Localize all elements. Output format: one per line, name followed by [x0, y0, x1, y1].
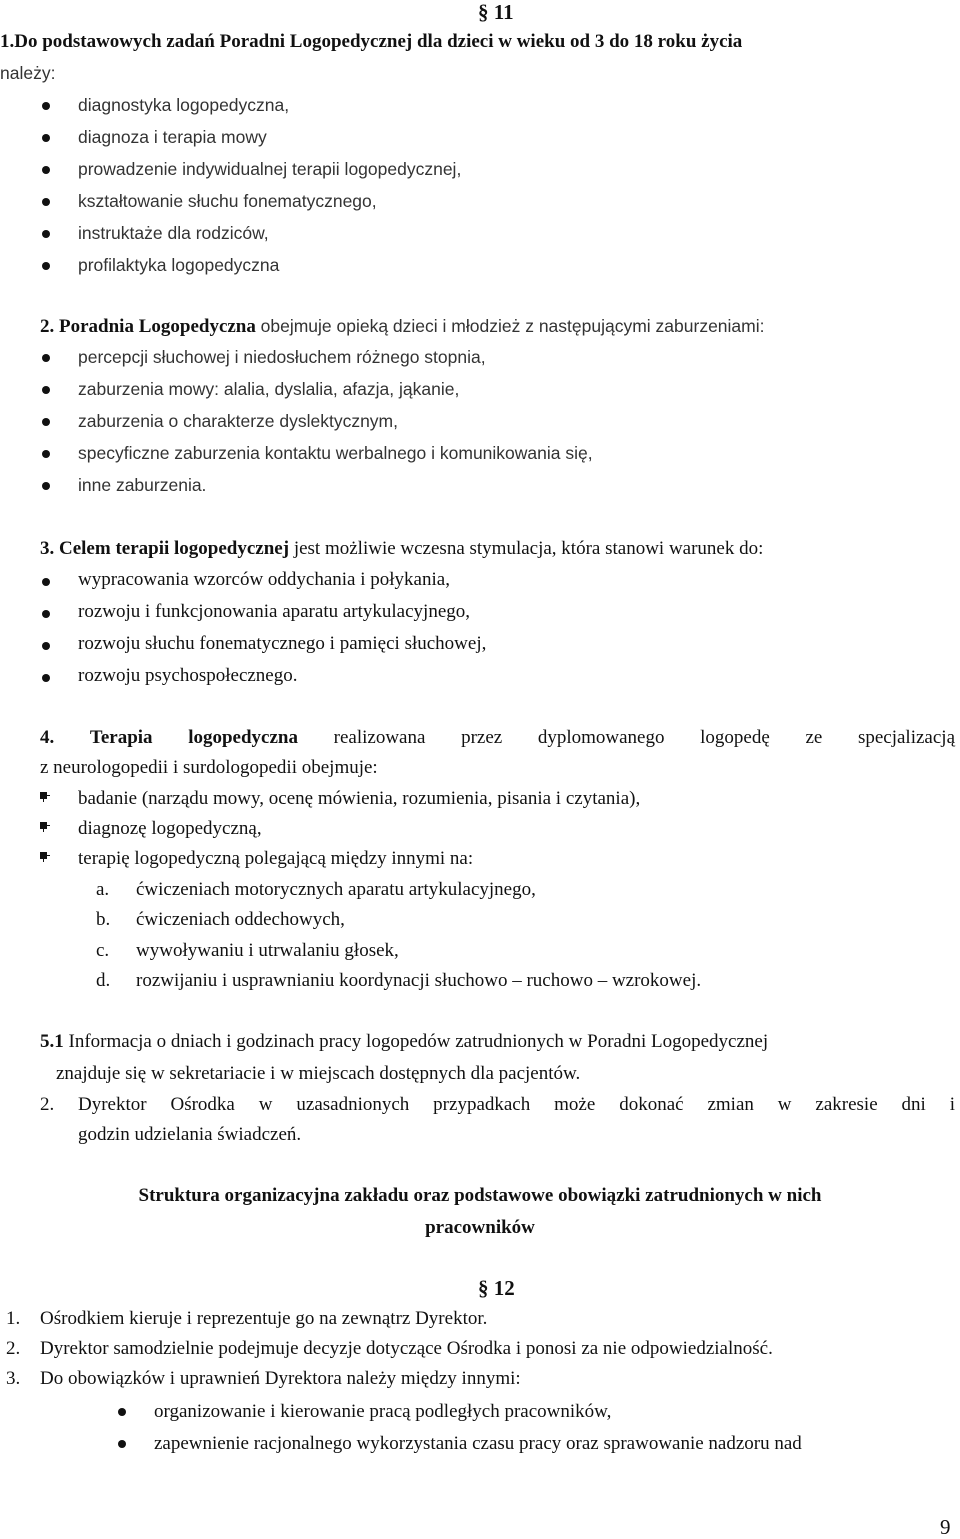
sublist-item: wywoływaniu i utrwalaniu głosek,: [136, 940, 399, 961]
bullet-icon: [42, 642, 50, 650]
section-12-heading: § 12: [478, 1276, 515, 1300]
structure-heading-line2: pracowników: [425, 1217, 535, 1238]
s12-item: Dyrektor samodzielnie podejmuje decyzje dotyczące Ośrodka i ponosi za nie odpowiedzialność.: [40, 1338, 773, 1359]
s12-number: 3.: [6, 1368, 21, 1389]
structure-heading-line1: Struktura organizacyjna zakładu oraz podstawowe obowiązki zatrudnionych w nich: [138, 1185, 822, 1206]
list-item: zaburzenia mowy: alalia, dyslalia, afazja, jąkanie,: [78, 379, 460, 399]
list-item: rozwoju i funkcjonowania aparatu artykulacyjnego,: [78, 601, 470, 622]
list-item: percepcji słuchowej i niedosłuchem różnego stopnia,: [78, 347, 486, 367]
p5-line3: Dyrektor Ośrodka w uzasadnionych przypadkach może dokonać zmian w zakresie dni i: [78, 1094, 955, 1115]
p5-line1: [40, 1030, 768, 1054]
p4-heading: [40, 726, 955, 750]
p5-line2: znajduje się w sekretariacie i w miejscach dostępnych dla pacjentów.: [56, 1063, 581, 1084]
p2-bold: Poradnia Logopedyczna: [59, 316, 256, 337]
sublist-letter: d.: [96, 970, 111, 991]
list-item: badanie (narządu mowy, ocenę mówienia, rozumienia, pisania i czytania),: [78, 788, 641, 809]
list-item: zapewnienie racjonalnego wykorzystania czasu pracy oraz sprawowanie nadzoru nad: [154, 1433, 802, 1454]
sublist-item: ćwiczeniach motorycznych aparatu artykulacyjnego,: [136, 879, 536, 900]
p3-rest: jest możliwie wczesna stymulacja, która stanowi warunek do:: [293, 538, 764, 559]
s12-item: Do obowiązków i uprawnień Dyrektora należy między innymi:: [40, 1368, 521, 1389]
bullet-icon: [118, 1408, 126, 1416]
p5-text: Informacja o dniach i godzinach pracy logopedów zatrudnionych w Poradni Logopedycznej: [68, 1031, 769, 1052]
sublist-letter: b.: [96, 909, 111, 930]
list-item: instruktaże dla rodziców,: [78, 223, 269, 243]
bullet-icon: [42, 166, 50, 174]
p2-heading: [40, 314, 764, 339]
list-item: diagnozę logopedyczną,: [78, 818, 262, 839]
list-item: specyficzne zaburzenia kontaktu werbalnego i komunikowania się,: [78, 443, 593, 463]
list-item: rozwoju psychospołecznego.: [78, 665, 298, 686]
sublist-item: ćwiczeniach oddechowych,: [136, 909, 345, 930]
square-bullet-icon: [40, 852, 47, 859]
p2-rest: obejmuje opieką dzieci i młodzież z następującymi zaburzeniami:: [260, 316, 765, 336]
list-item: kształtowanie słuchu fonematycznego,: [78, 191, 377, 211]
p4-bold: Terapia logopedyczna: [89, 727, 298, 748]
sublist-item: rozwijaniu i usprawnianiu koordynacji słuchowo – ruchowo – wzrokowej.: [136, 970, 702, 991]
p3-number: 3.: [40, 538, 55, 559]
sublist-letter: c.: [96, 940, 110, 961]
p1-heading-cont: należy:: [0, 63, 56, 83]
list-item: rozwoju słuchu fonematycznego i pamięci słuchowej,: [78, 633, 487, 654]
p1-heading: 1.Do podstawowych zadań Poradni Logopedycznej dla dzieci w wieku od 3 do 18 roku życia: [0, 31, 743, 52]
p2-number: 2.: [40, 316, 55, 337]
p4-heading-line2: z neurologopedii i surdologopedii obejmuje:: [40, 757, 378, 778]
bullet-icon: [42, 674, 50, 682]
s12-number: 2.: [6, 1338, 21, 1359]
s12-number: 1.: [6, 1308, 21, 1329]
s12-item: Ośrodkiem kieruje i reprezentuje go na zewnątrz Dyrektor.: [40, 1308, 488, 1329]
bullet-icon: [118, 1440, 126, 1448]
bullet-icon: [42, 482, 50, 490]
list-item: profilaktyka logopedyczna: [78, 255, 280, 275]
p3-heading: [40, 537, 763, 561]
bullet-icon: [42, 610, 50, 618]
bullet-icon: [42, 134, 50, 142]
section-11-heading: § 11: [478, 0, 514, 24]
list-item: wypracowania wzorców oddychania i połykania,: [78, 569, 450, 590]
bullet-icon: [42, 198, 50, 206]
bullet-icon: [42, 102, 50, 110]
bullet-icon: [42, 418, 50, 426]
p4-number: 4.: [40, 727, 55, 748]
bullet-icon: [42, 354, 50, 362]
bullet-icon: [42, 578, 50, 586]
list-item: organizowanie i kierowanie pracą podległych pracowników,: [154, 1401, 612, 1422]
bullet-icon: [42, 386, 50, 394]
square-bullet-icon: [40, 822, 47, 829]
p3-bold: Celem terapii logopedycznej: [59, 538, 290, 559]
p5-number: 5.1: [40, 1031, 64, 1052]
sublist-letter: a.: [96, 879, 110, 900]
square-bullet-icon: [40, 792, 47, 799]
list-item: prowadzenie indywidualnej terapii logopedycznej,: [78, 159, 462, 179]
p5-number-2: 2.: [40, 1094, 55, 1115]
bullet-icon: [42, 262, 50, 270]
list-item: diagnostyka logopedyczna,: [78, 95, 290, 115]
bullet-icon: [42, 450, 50, 458]
list-item: terapię logopedyczną polegającą między innymi na:: [78, 848, 474, 869]
p4-rest: realizowana przez dyplomowanego logopedę ze specjalizacją: [333, 727, 955, 748]
bullet-icon: [42, 230, 50, 238]
list-item: inne zaburzenia.: [78, 475, 207, 495]
page-number: 9: [940, 1515, 951, 1539]
list-item: zaburzenia o charakterze dyslektycznym,: [78, 411, 398, 431]
p5-line4: godzin udzielania świadczeń.: [78, 1124, 302, 1145]
list-item: diagnoza i terapia mowy: [78, 127, 267, 147]
